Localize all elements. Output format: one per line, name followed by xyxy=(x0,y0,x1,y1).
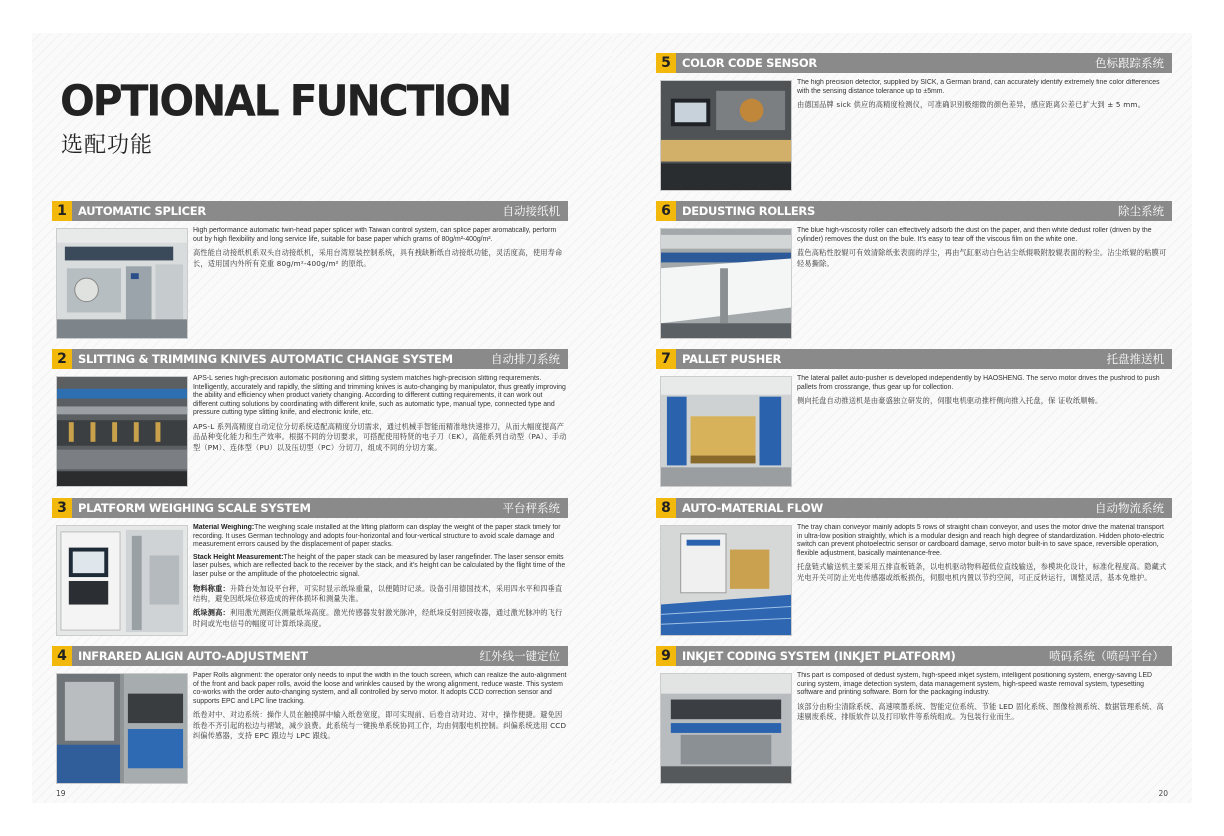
section-title-zh: 平台秤系统 xyxy=(502,501,560,515)
section-automatic-splicer xyxy=(52,201,568,339)
text-material-weighing: The weighing scale installed at the lifting platform can display the weight of the paper stack timely for recording. It uses German technology and adopts four-horizontal and four-vertical structure to avoid scale damage and measurement errors caused by the displacement of paper stacks. xyxy=(193,524,561,549)
description-zh: APS-L 系列高精度自动定位分切系统适配高精度分切需求，通过机械手智能而精准地快速排刀，从而大幅度提高产品品种变化能力和生产效率。根据不同的分切要求，可搭配使用特贤的电子刀（EK），高能系列自动型（PA）、手动型（PM）、连体型（PU）以及压切型（PC）分切刀，组成不同的分切方案。 xyxy=(193,421,567,452)
section-title-en: INKJET CODING SYSTEM (INKJET PLATFORM) xyxy=(682,649,956,663)
section-weighing-scale xyxy=(52,498,568,636)
section-color-code-sensor xyxy=(656,53,1172,191)
description-en: The high precision detector, supplied by SICK, a German brand, can accurately identify extremely fine color differences with the sensing distance tolerance up to ±5mm. xyxy=(797,79,1160,95)
section-header xyxy=(52,201,568,221)
section-description xyxy=(797,227,1171,339)
section-number: 1 xyxy=(52,201,72,221)
section-description xyxy=(797,375,1171,487)
page-number-right: 20 xyxy=(1158,789,1168,798)
text-stack-height: The height of the paper stack can be measured by laser rangefinder. The laser sensor emits laser pulses, which are reflected back to the receiver by the stack, and it’s height can be calculated by the flight time of the laser pulse or the amplitude of the photoelectric signal. xyxy=(193,553,566,578)
description-en-weighing xyxy=(193,524,567,550)
section-header xyxy=(656,349,1172,369)
description-zh: 高性能自动接纸机系双头自动接纸机，采用台湾原装控制系统，具有拽缺断纸自动接纸功能，灵活度高，使用寿命长，适用国内外所有克重 80g/m²-400g/m² 的原纸。 xyxy=(193,248,563,268)
description-en: The tray chain conveyor mainly adopts 5 rows of straight chain conveyor, and uses the motor drive the material transport in ultra-low position straightly, which is a modular design and reach high degree of standardization. Hidden photo-electric switch can prevent photoelectric sensor or cardboard damage, servo motor built-in to save space, reversible operation, flexible adjustment, basically maintenance-free. xyxy=(797,524,1165,557)
section-description xyxy=(193,524,567,636)
section-title-zh: 自动排刀系统 xyxy=(491,352,560,366)
section-header xyxy=(656,201,1172,221)
section-description xyxy=(797,79,1171,191)
section-number: 9 xyxy=(656,646,676,666)
section-description xyxy=(193,672,567,784)
section-number: 8 xyxy=(656,498,676,518)
section-number: 2 xyxy=(52,349,72,369)
description-en: The lateral pallet auto-pusher is developed independently by HAOSHENG. The servo motor drives the pushrod to push pallets from crossrange, thus gear up for collection. xyxy=(797,375,1160,391)
description-en: High performance automatic twin-head paper splicer with Taiwan control system, can splice paper aromatically, perform out by high flexibility and long service life, suitable for base paper which grams of 80g/m²-400g/m². xyxy=(193,227,557,243)
page-title: OPTIONAL FUNCTION xyxy=(60,75,511,127)
section-number: 4 xyxy=(52,646,72,666)
label-zh-weighing: 物料称重： xyxy=(193,583,230,593)
section-title-zh: 红外线一键定位 xyxy=(479,649,560,663)
section-title-zh: 自动接纸机 xyxy=(502,204,560,218)
description-zh-height xyxy=(193,608,567,629)
description-zh-weighing xyxy=(193,584,567,605)
weighing-scale-photo xyxy=(56,525,188,636)
description-zh: 该部分由粉尘清除系统、高速喷墨系统、智能定位系统、节能 LED 固化系统、图像检测系统、数据管理系统、高速剔废系统、排版软件以及打印软件等系统组成。为包装行业而生。 xyxy=(797,701,1164,722)
description-en-height xyxy=(193,554,567,580)
page-subtitle: 选配功能 xyxy=(61,133,154,158)
section-inkjet-coding xyxy=(656,646,1172,784)
section-title-en: DEDUSTING ROLLERS xyxy=(682,204,815,218)
section-description xyxy=(193,375,567,487)
section-number: 3 xyxy=(52,498,72,518)
section-infrared-align xyxy=(52,646,568,784)
text-zh-height: 利用激光测距仪测量纸垛高度。激光传感器发射激光脉冲，经纸垛反射回接收器，通过激光脉冲的飞行时间或光电信号的幅度可计算纸垛高度。 xyxy=(193,608,563,628)
section-header xyxy=(52,349,568,369)
section-header xyxy=(656,498,1172,518)
section-title-zh: 除尘系统 xyxy=(1118,204,1164,218)
infrared-align-photo xyxy=(56,673,188,784)
section-number: 7 xyxy=(656,349,676,369)
section-title-en: COLOR CODE SENSOR xyxy=(682,56,817,70)
label-zh-height: 纸垛测高： xyxy=(193,608,230,618)
description-zh: 蓝色高粘性胶辊可有效清除纸张表面的浮尘，再由气缸驱动白色沾尘纸辊吸附胶辊表面的粉尘。沾尘纸辊的粘膜可轻易撕除。 xyxy=(797,248,1167,268)
section-description xyxy=(797,672,1171,784)
section-slitting-knives xyxy=(52,349,568,487)
section-header xyxy=(656,53,1172,73)
section-title-zh: 自动物流系统 xyxy=(1095,501,1164,515)
description-en: This part is composed of dedust system, high-speed inkjet system, intelligent positioning system, energy-saving LED curing system, image detection system, data management system, high-speed waste removal system, typesetting software and printing software. Born for the packaging industry. xyxy=(797,672,1153,697)
section-title-en: AUTO-MATERIAL FLOW xyxy=(682,501,823,515)
section-title-zh: 色标跟踪系统 xyxy=(1095,56,1164,70)
left-page xyxy=(32,33,612,803)
pallet-pusher-photo xyxy=(660,376,792,487)
label-stack-height: Stack Height Measurement: xyxy=(193,553,284,561)
section-title-en: AUTOMATIC SPLICER xyxy=(78,204,206,218)
description-zh: 托盘链式输送机主要采用五排直板链条，以电机驱动物料超低位直线输送，参模块化设计，标准化程度高。隐藏式光电开关可防止光电传感器或纸板损伤，伺服电机内置以节约空间，可正反转运行，调整灵活，基本免维护。 xyxy=(797,562,1167,582)
description-zh: 纸卷对中、对边系统：操作人员在触摸屏中输入纸卷宽度，即可实现前、后卷自动对边、对中，操作便捷。避免因纸卷不齐引起的松边与褶皱，减少浪费。此系统与一键换单系统协同工作，均由伺服电机控制。纠偏系统选用 CCD 纠偏传感器，支持 EPC 跟边与 LPC 跟线。 xyxy=(193,710,567,741)
page-number-left: 19 xyxy=(56,789,66,798)
description-en: The blue high-viscosity roller can effectively adsorb the dust on the paper, and then white dedust roller (driven by the cylinder) removes the dust on the bule. It’s easy to tear off the viscous film on the white one. xyxy=(797,227,1152,243)
section-header xyxy=(656,646,1172,666)
section-description xyxy=(193,227,567,339)
splicer-photo xyxy=(56,228,188,339)
section-description xyxy=(797,524,1171,636)
section-pallet-pusher xyxy=(656,349,1172,487)
section-title-en: SLITTING & TRIMMING KNIVES AUTOMATIC CHANGE SYSTEM xyxy=(78,352,453,366)
section-number: 6 xyxy=(656,201,676,221)
text-zh-weighing: 升降台处加设平台秤，可实时显示纸垛重量，以便随时记录。设备引用德国技术，采用四水平和四垂直结构，避免因纸垛位移造成的秤体损坏和测量失准。 xyxy=(193,583,563,603)
section-header xyxy=(52,646,568,666)
inkjet-photo xyxy=(660,673,792,784)
section-number: 5 xyxy=(656,53,676,73)
section-title-zh: 喷码系统（喷码平台） xyxy=(1049,649,1164,663)
section-dedusting-rollers xyxy=(656,201,1172,339)
section-title-en: INFRARED ALIGN AUTO-ADJUSTMENT xyxy=(78,649,308,663)
material-flow-photo xyxy=(660,525,792,636)
slitting-photo xyxy=(56,376,188,487)
dedusting-photo xyxy=(660,228,792,339)
color-sensor-photo xyxy=(660,80,792,191)
right-page xyxy=(612,33,1192,803)
section-auto-material-flow xyxy=(656,498,1172,636)
brochure-spread xyxy=(32,33,1192,803)
section-title-zh: 托盘推送机 xyxy=(1106,352,1164,366)
description-zh: 侧向托盘自动推送机是由豪盛独立研发的，伺服电机驱动推杆侧向推入托盘，保 证收纸顺畅。 xyxy=(797,396,1103,406)
section-header xyxy=(52,498,568,518)
description-en: APS-L series high-precision automatic positioning and slitting system matches high-precision slitting requirements. Intelligently, accurately and rapidly, the slitting and trimming knives is auto-changing by manipulator, thus greatly improving the ability and efficiency when product variety changing. According to different cutting requirements, it can work out different cutting solutions by coordinating with different knife, such as automatic type, manual type, connected type and pressure cutting type slitting knife, and electronic knife, etc. xyxy=(193,375,566,417)
section-title-en: PLATFORM WEIGHING SCALE SYSTEM xyxy=(78,501,311,515)
description-zh: 由德国品牌 sick 供应的高精度检测仪，可准确识别极细微的颜色差异，感应距离公差已扩大到 ± 5 mm。 xyxy=(797,100,1145,110)
section-title-en: PALLET PUSHER xyxy=(682,352,782,366)
label-material-weighing: Material Weighing: xyxy=(193,524,255,531)
description-en: Paper Rolls alignment: the operator only needs to input the width in the touch screen, which can realize the auto-alignment of the front and back paper rolls, avoid the loose and wrinkles caused by the wrong alignment, reduce waste. This system co-works with the order auto-changing system, and all controlled by servo motor. It adopts CCD correction sensor and supports EPC and LPC line tracking. xyxy=(193,672,567,705)
